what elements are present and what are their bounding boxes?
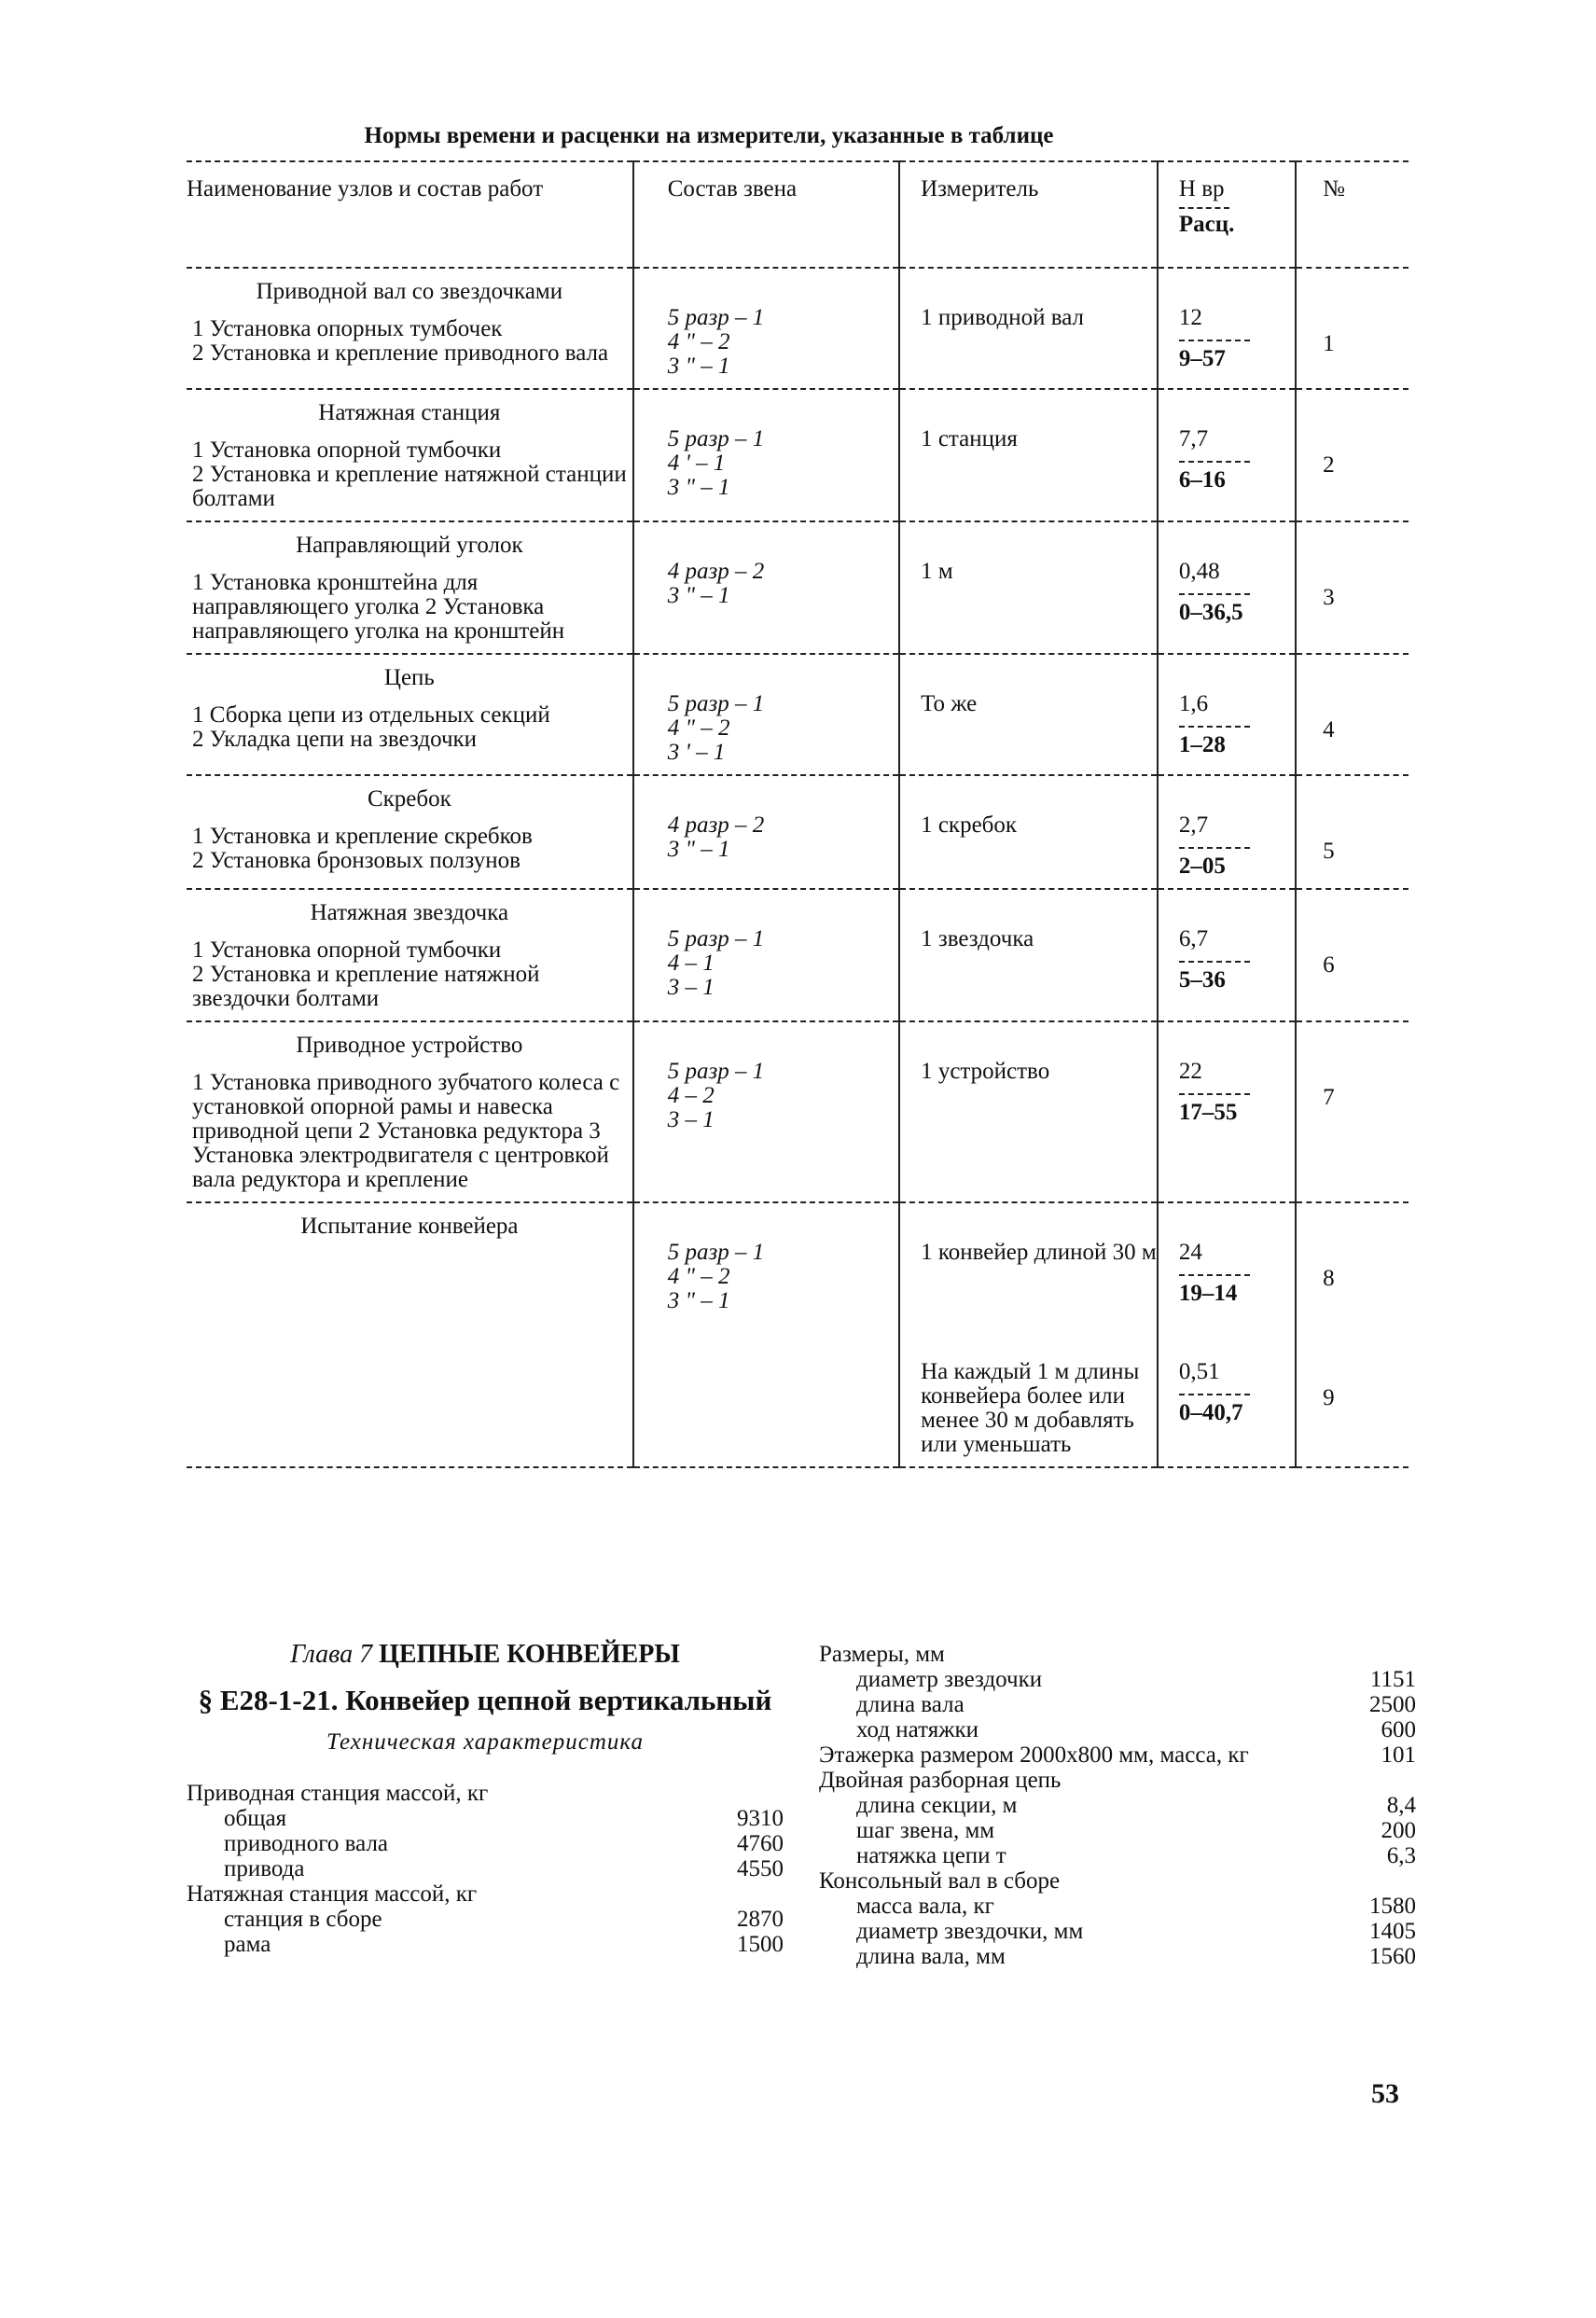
row-number: 2 <box>1296 389 1409 521</box>
spec-label: Двойная разборная цепь <box>819 1768 1062 1793</box>
group-title: Скребок <box>367 786 451 812</box>
norm-time: 22 <box>1178 1059 1202 1084</box>
spec-row <box>819 1768 1416 1793</box>
left-column <box>187 1642 784 1957</box>
page-number: 53 <box>1371 2078 1399 2109</box>
spec-row <box>819 1642 1416 1667</box>
spec-value <box>1341 1642 1416 1667</box>
crew-line: 3 ' – 1 <box>667 740 726 765</box>
norm-cell <box>1158 1323 1296 1467</box>
norm-cell <box>1158 654 1296 775</box>
right-column <box>819 1642 1416 1969</box>
crew-line: 5 разр – 1 <box>667 305 765 330</box>
norm-time: 0,51 <box>1178 1359 1220 1384</box>
norm-rate: 19–14 <box>1178 1281 1238 1306</box>
spec-label: Размеры, мм <box>819 1642 945 1667</box>
work-cell <box>187 1021 633 1202</box>
work-line: 2 Установка бронзовых ползунов <box>192 848 520 873</box>
spec-label: Приводная станция массой, кг <box>187 1781 489 1806</box>
norm-divider <box>1179 1394 1250 1395</box>
work-line: 1 Установка приводного зубчатого колеса с установкой опорной рамы и навеска приводной цепи 2 Установка редуктора 3 Установка электродвигателя с центровкой вала редуктора и крепление <box>192 1070 620 1192</box>
norm-time: 24 <box>1178 1240 1202 1265</box>
right-spec-list <box>819 1642 1416 1969</box>
norm-rate: 2–05 <box>1178 854 1226 879</box>
spec-row <box>819 1919 1416 1944</box>
spec-value: 600 <box>1381 1717 1416 1742</box>
work-line: 1 Установка опорной тумбочки <box>192 937 502 963</box>
spec-row <box>187 1856 784 1881</box>
group-title: Приводное устройство <box>296 1033 523 1058</box>
table-row <box>187 775 1409 889</box>
unit-cell: 1 приводной вал <box>899 268 1158 389</box>
work-cell <box>187 268 633 389</box>
norm-cell <box>1158 775 1296 889</box>
norm-divider <box>1179 961 1250 963</box>
spec-label: натяжка цепи т <box>856 1843 1006 1868</box>
norm-rate: 9–57 <box>1178 346 1226 371</box>
spec-row <box>187 1932 784 1957</box>
header-unit: Измеритель <box>899 161 1158 268</box>
crew-cell <box>633 521 899 654</box>
norm-divider <box>1179 847 1250 849</box>
spec-row <box>187 1907 784 1932</box>
header-crew: Состав звена <box>633 161 899 268</box>
header-hvr: Н вр <box>1178 176 1225 201</box>
spec-label: Консольный вал в сборе <box>819 1868 1061 1894</box>
crew-line: 3 – 1 <box>667 1107 715 1132</box>
unit-cell: 1 конвейер длиной 30 м <box>899 1202 1158 1323</box>
norm-cell <box>1158 389 1296 521</box>
table-body <box>187 268 1409 1467</box>
spec-value: 1151 <box>1369 1667 1416 1692</box>
row-number: 1 <box>1296 268 1409 389</box>
crew-line: 5 разр – 1 <box>667 426 765 451</box>
crew-cell <box>633 268 899 389</box>
norm-divider <box>1179 726 1250 728</box>
spec-row <box>819 1667 1416 1692</box>
crew-line: 3 " – 1 <box>667 583 730 608</box>
spec-row <box>819 1894 1416 1919</box>
chapter-title: ЦЕПНЫЕ КОНВЕЙЕРЫ <box>379 1640 680 1669</box>
work-line: 1 Сборка цепи из отдельных секций <box>192 702 550 728</box>
crew-line: 5 разр – 1 <box>667 1059 765 1084</box>
work-cell <box>187 775 633 889</box>
spec-row <box>819 1742 1416 1768</box>
unit-cell: 1 станция <box>899 389 1158 521</box>
table-row <box>187 1021 1409 1202</box>
norm-time: 1,6 <box>1178 691 1209 716</box>
header-norm <box>1158 161 1296 268</box>
crew-line: 5 разр – 1 <box>667 926 765 951</box>
table-row <box>187 1202 1409 1323</box>
spec-value: 9310 <box>737 1806 784 1831</box>
crew-cell <box>633 775 899 889</box>
spec-value: 1405 <box>1369 1919 1416 1944</box>
spec-value <box>709 1781 784 1806</box>
spec-label: Натяжная станция массой, кг <box>187 1881 478 1907</box>
spec-row <box>819 1843 1416 1868</box>
norm-time: 7,7 <box>1178 426 1209 451</box>
unit-cell: 1 м <box>899 521 1158 654</box>
spec-row <box>819 1692 1416 1717</box>
row-number: 5 <box>1296 775 1409 889</box>
spec-row <box>187 1781 784 1806</box>
row-number: 9 <box>1296 1323 1409 1467</box>
row-number: 8 <box>1323 1266 1335 1291</box>
table-row <box>187 654 1409 775</box>
header-divider <box>1179 207 1229 209</box>
row-number: 7 <box>1296 1021 1409 1202</box>
norm-time: 12 <box>1178 305 1202 330</box>
work-cell <box>187 889 633 1021</box>
spec-value: 4550 <box>737 1856 784 1881</box>
crew-line: 3 " – 1 <box>667 837 730 862</box>
norm-divider <box>1179 340 1250 341</box>
spec-label: шаг звена, мм <box>856 1818 995 1843</box>
crew-cell <box>633 1323 899 1467</box>
norm-divider <box>1179 1093 1250 1095</box>
crew-line: 4 " – 2 <box>667 715 730 741</box>
section-title: § Е28-1-21. Конвейер цепной вертикальный <box>198 1684 772 1716</box>
spec-value: 2870 <box>737 1907 784 1932</box>
work-line: 2 Укладка цепи на звездочки <box>192 727 478 752</box>
spec-value: 4760 <box>737 1831 784 1856</box>
crew-line: 3 " – 1 <box>667 354 730 379</box>
spec-value: 2500 <box>1369 1692 1416 1717</box>
crew-line: 4 " – 2 <box>667 329 730 354</box>
work-line: 1 Установка кронштейна для направляющего уголка 2 Установка направляющего уголка на кронштейн <box>192 570 565 644</box>
row-number: 4 <box>1296 654 1409 775</box>
crew-line: 4 – 2 <box>667 1083 715 1108</box>
spec-row <box>819 1793 1416 1818</box>
table-row <box>187 389 1409 521</box>
table-row <box>187 521 1409 654</box>
crew-line: 5 разр – 1 <box>667 691 765 716</box>
unit-cell: 1 устройство <box>899 1021 1158 1202</box>
table-row <box>187 268 1409 389</box>
group-title: Натяжная станция <box>318 400 501 425</box>
crew-cell <box>633 1202 899 1323</box>
chapter-heading <box>187 1642 784 1667</box>
work-line: 2 Установка и крепление натяжной станции болтами <box>192 462 627 511</box>
work-cell <box>187 1323 633 1467</box>
spec-row <box>819 1818 1416 1843</box>
work-cell <box>187 654 633 775</box>
crew-line: 5 разр – 1 <box>667 1240 765 1265</box>
norm-divider <box>1179 593 1250 595</box>
spec-label: диаметр звездочки <box>856 1667 1043 1692</box>
group-title: Натяжная звездочка <box>310 900 509 925</box>
spec-value <box>1341 1768 1416 1793</box>
spec-label: Этажерка размером 2000x800 мм, масса, кг <box>819 1742 1249 1768</box>
spec-value: 200 <box>1381 1818 1416 1843</box>
work-cell <box>187 389 633 521</box>
norm-time: 2,7 <box>1178 812 1209 838</box>
spec-value: 8,4 <box>1386 1793 1416 1818</box>
spec-value <box>1341 1868 1416 1894</box>
norm-rate: 5–36 <box>1178 967 1226 992</box>
crew-line: 4 – 1 <box>667 951 715 976</box>
spec-label: станция в сборе <box>224 1907 382 1932</box>
work-cell <box>187 521 633 654</box>
chapter-prefix: Глава 7 <box>290 1640 373 1669</box>
table-row <box>187 1323 1409 1467</box>
spec-label: масса вала, кг <box>856 1894 994 1919</box>
spec-label: привода <box>224 1856 305 1881</box>
norm-divider <box>1179 461 1250 463</box>
spec-label: приводного вала <box>224 1831 389 1856</box>
crew-line: 4 разр – 2 <box>667 812 765 838</box>
norm-cell <box>1158 268 1296 389</box>
header-name: Наименование узлов и состав работ <box>187 161 633 268</box>
table-title: Нормы времени и расценки на измерители, указанные в таблице <box>364 123 1054 148</box>
norm-time: 6,7 <box>1178 926 1209 951</box>
crew-line: 3 " – 1 <box>667 1288 730 1313</box>
crew-cell <box>633 389 899 521</box>
spec-label: рама <box>224 1932 271 1957</box>
unit-cell: То же <box>899 654 1158 775</box>
norm-cell <box>1158 1202 1296 1323</box>
work-cell <box>187 1202 633 1323</box>
norms-table <box>187 160 1409 1468</box>
row-number: 6 <box>1296 889 1409 1021</box>
work-line: 1 Установка опорных тумбочек <box>192 316 503 341</box>
group-title: Цепь <box>383 665 435 690</box>
spec-row <box>819 1717 1416 1742</box>
norm-cell <box>1158 1021 1296 1202</box>
norm-rate: 0–40,7 <box>1178 1400 1243 1425</box>
norm-cell <box>1158 521 1296 654</box>
norm-rate: 6–16 <box>1178 467 1226 493</box>
spec-value: 1560 <box>1369 1944 1416 1969</box>
work-line: 2 Установка и крепление натяжной звездочки болтами <box>192 962 540 1011</box>
work-line: 1 Установка и крепление скребков <box>192 824 533 849</box>
norm-cell <box>1158 889 1296 1021</box>
spec-row <box>187 1881 784 1907</box>
crew-cell <box>633 654 899 775</box>
crew-line: 4 разр – 2 <box>667 559 765 584</box>
spec-row <box>187 1806 784 1831</box>
header-no: № <box>1296 161 1409 268</box>
tech-char-heading: Техническая характеристика <box>326 1729 644 1755</box>
table-row <box>187 889 1409 1021</box>
spec-label: общая <box>224 1806 287 1831</box>
norm-rate: 1–28 <box>1178 732 1226 757</box>
work-line: 2 Установка и крепление приводного вала <box>192 340 609 366</box>
norm-rate: 17–55 <box>1178 1100 1238 1125</box>
header-rasc: Расц. <box>1178 212 1235 237</box>
crew-line: 3 " – 1 <box>667 475 730 500</box>
norm-divider <box>1179 1274 1250 1276</box>
spec-value: 1580 <box>1369 1894 1416 1919</box>
spec-value: 6,3 <box>1386 1843 1416 1868</box>
crew-line: 4 ' – 1 <box>667 451 726 476</box>
spec-row <box>819 1868 1416 1894</box>
unit-cell: 1 скребок <box>899 775 1158 889</box>
spec-value <box>709 1881 784 1907</box>
crew-line: 4 " – 2 <box>667 1264 730 1289</box>
spec-value: 1500 <box>737 1932 784 1957</box>
group-title: Испытание конвейера <box>300 1214 519 1239</box>
group-title: Приводной вал со звездочками <box>256 279 563 304</box>
spec-row <box>187 1831 784 1856</box>
spec-label: ход натяжки <box>856 1717 979 1742</box>
spec-label: длина вала <box>856 1692 965 1717</box>
unit-cell: На каждый 1 м длины конвейера более или менее 30 м добавлять или уменьшать <box>899 1323 1158 1467</box>
crew-cell <box>633 889 899 1021</box>
crew-cell <box>633 1021 899 1202</box>
norm-time: 0,48 <box>1178 559 1220 584</box>
table-header-row <box>187 161 1409 268</box>
group-title: Направляющий уголок <box>296 533 523 558</box>
spec-label: длина секции, м <box>856 1793 1018 1818</box>
spec-label: длина вала, мм <box>856 1944 1006 1969</box>
spec-value: 101 <box>1381 1742 1416 1768</box>
unit-cell: 1 звездочка <box>899 889 1158 1021</box>
work-line: 1 Установка опорной тумбочки <box>192 437 502 463</box>
left-spec-list <box>187 1781 784 1957</box>
spec-label: диаметр звездочки, мм <box>856 1919 1084 1944</box>
crew-line: 3 – 1 <box>667 975 715 1000</box>
spec-row <box>819 1944 1416 1969</box>
norm-rate: 0–36,5 <box>1178 600 1243 625</box>
row-number: 3 <box>1296 521 1409 654</box>
